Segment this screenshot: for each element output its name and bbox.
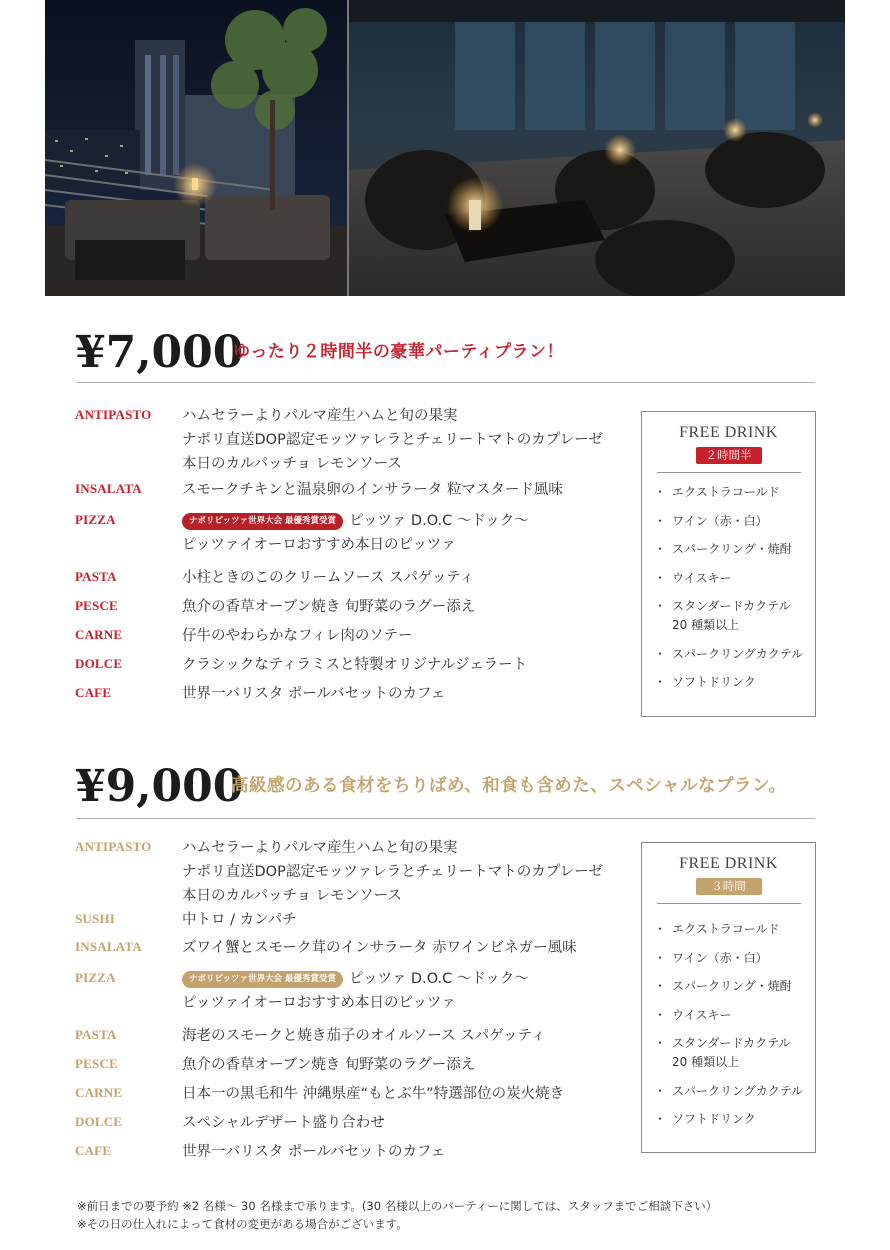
plan-header bbox=[75, 328, 815, 382]
section-divider bbox=[77, 382, 815, 383]
dish-line: 仔牛のやわらかなフィレ肉のソテー bbox=[182, 628, 413, 644]
plan-tagline: 高級感のある食材をちりばめ、和食も含めた、スペシャルなプラン。 bbox=[231, 776, 787, 796]
lounge-photo bbox=[349, 0, 845, 296]
dish-line: ナポリ直送DOP認定モッツァレラとチェリートマトのカプレーゼ bbox=[182, 432, 603, 448]
course-menu bbox=[75, 836, 635, 1164]
dish-line: スモークチキンと温泉卵のインサラータ 粒マスタード風味 bbox=[182, 482, 563, 498]
course-pesce bbox=[75, 1053, 635, 1077]
drink-item: ・ ソフトドリンク bbox=[658, 673, 815, 692]
course-dishes bbox=[182, 653, 635, 677]
banner-illustration bbox=[45, 0, 845, 296]
course-dishes bbox=[182, 509, 635, 557]
dish-line: 海老のスモークと焼き茄子のオイルソース スパゲッティ bbox=[182, 1028, 546, 1044]
free-drink-box bbox=[641, 411, 816, 717]
course-dishes bbox=[182, 1024, 635, 1048]
drink-item: ・ スパークリングカクテル bbox=[658, 1082, 815, 1101]
course-cafe bbox=[75, 1140, 635, 1164]
drink-item bbox=[658, 597, 815, 635]
drink-item-subtext: 20 種類以上 bbox=[672, 618, 740, 632]
dish-line bbox=[182, 509, 635, 533]
course-label: DOLCE bbox=[75, 1114, 123, 1129]
course-label: PASTA bbox=[75, 1027, 117, 1042]
drink-duration-badge: ３時間 bbox=[696, 878, 762, 895]
course-menu bbox=[75, 404, 635, 706]
plan-9000 bbox=[75, 761, 815, 1160]
drink-item-text: スタンダードカクテル bbox=[672, 1036, 791, 1050]
course-label: ANTIPASTO bbox=[75, 839, 152, 854]
drink-item: ・ スパークリング・焼酎 bbox=[658, 977, 815, 996]
dish-line: ナポリ直送DOP認定モッツァレラとチェリートマトのカプレーゼ bbox=[182, 864, 603, 880]
dish-line bbox=[182, 967, 635, 991]
course-antipasto bbox=[75, 404, 635, 476]
drink-item: ・ スパークリングカクテル bbox=[658, 645, 815, 664]
section-divider bbox=[77, 818, 815, 819]
course-dishes bbox=[182, 404, 635, 476]
course-dishes bbox=[182, 1053, 635, 1077]
drink-item: ・ ウイスキー bbox=[658, 1006, 815, 1025]
course-pizza bbox=[75, 967, 635, 1015]
drink-item-subtext: 20 種類以上 bbox=[672, 1055, 740, 1069]
drink-duration-badge: ２時間半 bbox=[696, 447, 762, 464]
course-label: ANTIPASTO bbox=[75, 407, 152, 422]
course-dishes bbox=[182, 1082, 635, 1106]
course-carne bbox=[75, 1082, 635, 1106]
course-dishes bbox=[182, 967, 635, 1015]
course-dishes bbox=[182, 624, 635, 648]
plan-7000 bbox=[75, 327, 815, 702]
dish-line: 日本一の黒毛和牛 沖縄県産“もとぶ牛”特選部位の炭火焼き bbox=[182, 1086, 565, 1102]
dish-line: 魚介の香草オーブン焼き 旬野菜のラグー添え bbox=[182, 1057, 476, 1073]
drink-list bbox=[658, 483, 815, 692]
course-pasta bbox=[75, 566, 635, 590]
course-label: CARNE bbox=[75, 1085, 123, 1100]
course-label: PIZZA bbox=[75, 512, 116, 527]
drink-item: ・ ソフトドリンク bbox=[658, 1110, 815, 1129]
course-pasta bbox=[75, 1024, 635, 1048]
course-label: PESCE bbox=[75, 1056, 118, 1071]
drink-item: ・ ワイン（赤・白） bbox=[658, 949, 815, 968]
banner-photos bbox=[45, 0, 845, 296]
course-dolce bbox=[75, 653, 635, 677]
course-insalata bbox=[75, 936, 635, 960]
drink-item: ・ エクストラコールド bbox=[658, 920, 815, 939]
award-badge: ナポリピッツァ世界大会 最優秀賞受賞 bbox=[182, 513, 343, 530]
course-label: SUSHI bbox=[75, 911, 116, 926]
course-dishes bbox=[182, 566, 635, 590]
footnote-line: ※その日の仕入れによって食材の変更がある場合がございます。 bbox=[77, 1217, 408, 1231]
course-dishes bbox=[182, 682, 635, 706]
dish-line: 本日のカルパッチョ レモンソース bbox=[182, 456, 402, 472]
dish-line: 世界一バリスタ ポールバセットのカフェ bbox=[182, 1144, 446, 1160]
drink-divider bbox=[657, 472, 801, 473]
drink-item bbox=[658, 1034, 815, 1072]
plan-price: ¥9,000 bbox=[75, 761, 244, 812]
drink-item: ・ ウイスキー bbox=[658, 569, 815, 588]
drink-divider bbox=[657, 903, 801, 904]
course-cafe bbox=[75, 682, 635, 706]
plan-tagline: ゆったり２時間半の豪華パーティプラン！ bbox=[233, 342, 564, 362]
course-label: CAFE bbox=[75, 685, 112, 700]
drink-item: ・ エクストラコールド bbox=[658, 483, 815, 502]
course-label: INSALATA bbox=[75, 939, 142, 954]
course-carne bbox=[75, 624, 635, 648]
terrace-photo bbox=[45, 0, 347, 296]
dish-line: クラシックなティラミスと特製オリジナルジェラート bbox=[182, 657, 528, 673]
course-dishes bbox=[182, 478, 635, 502]
dish-line: ハムセラーよりパルマ産生ハムと旬の果実 bbox=[182, 840, 458, 856]
course-dishes bbox=[182, 936, 635, 960]
plan-header bbox=[75, 762, 815, 816]
course-dishes bbox=[182, 836, 635, 908]
course-dishes bbox=[182, 1111, 635, 1135]
free-drink-title: FREE DRINK bbox=[679, 855, 778, 872]
course-label: PESCE bbox=[75, 598, 118, 613]
dish-line: ズワイ蟹とスモーク茸のインサラータ 赤ワインビネガー風味 bbox=[182, 940, 577, 956]
drink-item: ・ スパークリング・焼酎 bbox=[658, 540, 815, 559]
course-label: CARNE bbox=[75, 627, 123, 642]
plan-price: ¥7,000 bbox=[75, 327, 244, 378]
free-drink-box bbox=[641, 842, 816, 1153]
dish-line: 魚介の香草オーブン焼き 旬野菜のラグー添え bbox=[182, 599, 476, 615]
dish-line: 本日のカルパッチョ レモンソース bbox=[182, 888, 402, 904]
award-badge: ナポリピッツァ世界大会 最優秀賞受賞 bbox=[182, 971, 343, 988]
course-dishes bbox=[182, 1140, 635, 1164]
drink-item: ・ ワイン（赤・白） bbox=[658, 512, 815, 531]
course-label: INSALATA bbox=[75, 481, 142, 496]
drink-item-text: スタンダードカクテル bbox=[672, 599, 791, 613]
course-dolce bbox=[75, 1111, 635, 1135]
drink-list bbox=[658, 920, 815, 1129]
course-insalata bbox=[75, 478, 635, 502]
dish-line: ハムセラーよりパルマ産生ハムと旬の果実 bbox=[182, 408, 458, 424]
dish-line: 世界一バリスタ ポールバセットのカフェ bbox=[182, 686, 446, 702]
dish-line: 小柱ときのこのクリームソース スパゲッティ bbox=[182, 570, 475, 586]
dish-line: ピッツァイオーロおすすめ本日のピッツァ bbox=[182, 537, 456, 553]
course-sushi bbox=[75, 908, 635, 932]
course-label: DOLCE bbox=[75, 656, 123, 671]
course-antipasto bbox=[75, 836, 635, 908]
free-drink-title: FREE DRINK bbox=[679, 424, 778, 441]
footnotes bbox=[77, 1197, 717, 1233]
course-label: PASTA bbox=[75, 569, 117, 584]
dish-line: 中トロ / カンパチ bbox=[182, 912, 297, 928]
dish-text: ピッツァ D.O.C ～ドック～ bbox=[349, 971, 529, 987]
course-pizza bbox=[75, 509, 635, 557]
footnote-line: ※前日までの要予約 ※2 名様～ 30 名様まで承ります。(30 名様以上のパーティーに関しては、スタッフまでご相談下さい） bbox=[77, 1199, 718, 1213]
course-dishes bbox=[182, 595, 635, 619]
dish-line: ピッツァイオーロおすすめ本日のピッツァ bbox=[182, 995, 456, 1011]
course-label: PIZZA bbox=[75, 970, 116, 985]
course-label: CAFE bbox=[75, 1143, 112, 1158]
course-pesce bbox=[75, 595, 635, 619]
dish-text: ピッツァ D.O.C ～ドック～ bbox=[349, 513, 529, 529]
course-dishes bbox=[182, 908, 635, 932]
dish-line: スペシャルデザート盛り合わせ bbox=[182, 1115, 385, 1131]
